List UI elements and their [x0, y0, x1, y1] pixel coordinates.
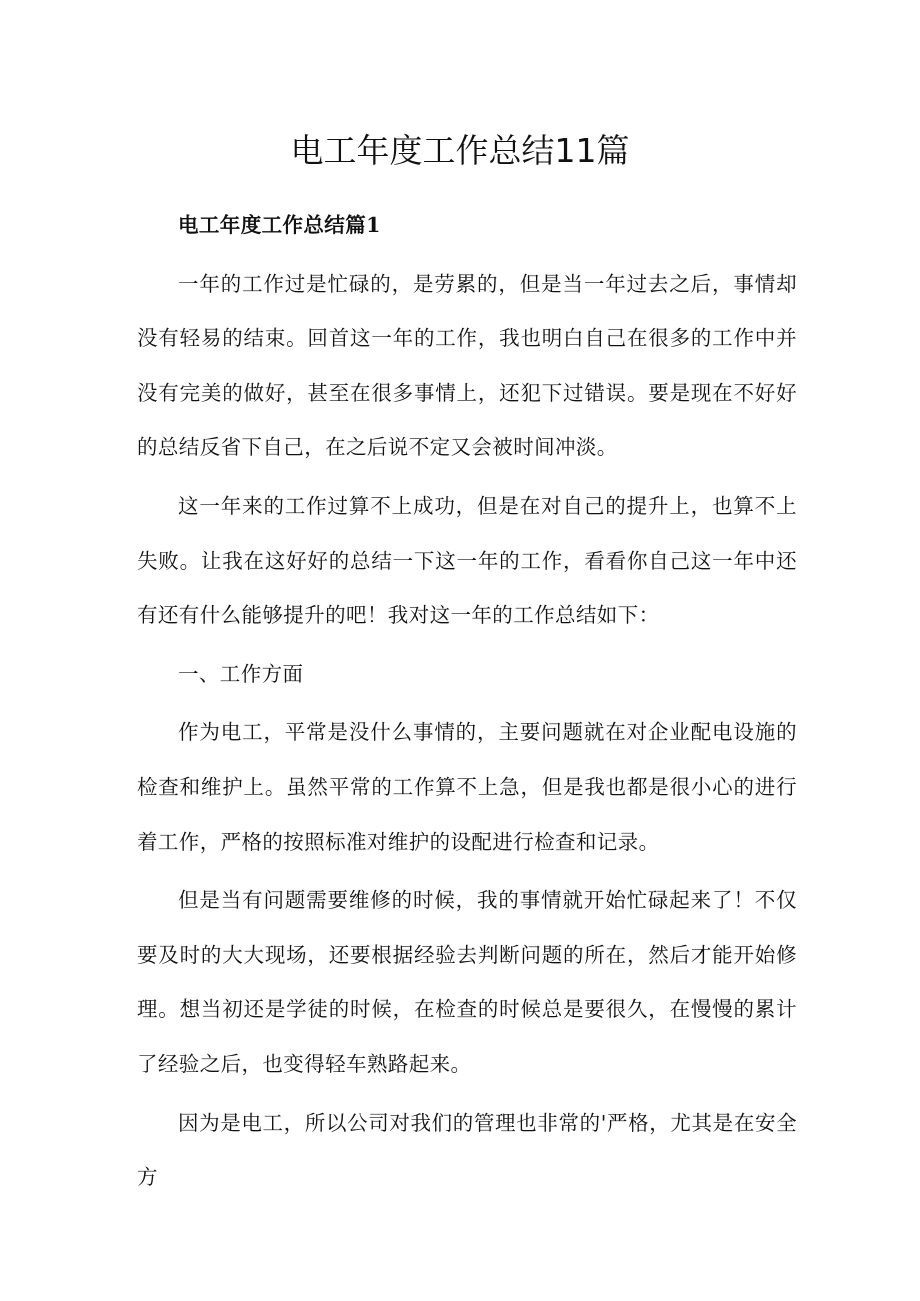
document-body: [137, 198, 797, 1209]
paragraph-2: 这一年来的工作过算不上成功，但是在对自己的提升上，也算不上失败。让我在这好好的总结一下这一年的工作，看看你自己这一年中还有还有什么能够提升的吧！我对这一年的工作总结如下：: [137, 493, 797, 628]
paragraph-1: 一年的工作过是忙碌的，是劳累的，但是当一年过去之后，事情却没有轻易的结束。回首这一年的工作，我也明白自己在很多的工作中并没有完美的做好，甚至在很多事情上，还犯下过错误。要是现在不好好的总结反省下自己，在之后说不定又会被时间冲淡。: [137, 271, 797, 460]
paragraph-5: 因为是电工，所以公司对我们的管理也非常的'严格，尤其是在安全方: [137, 1110, 797, 1190]
paragraph-heading-work: 一、工作方面: [178, 661, 304, 686]
paragraph-4: 但是当有问题需要维修的时候，我的事情就开始忙碌起来了！不仅要及时的大大现场，还要根据经验去判断问题的所在，然后才能开始修理。想当初还是学徒的时候，在检查的时候总是要很久，在慢慢的累计了经验之后，也变得轻车熟路起来。: [137, 888, 797, 1076]
paragraph-3: 作为电工，平常是没什么事情的，主要问题就在对企业配电设施的检查和维护上。虽然平常的工作算不上急，但是我也都是很小心的进行着工作，严格的按照标准对维护的设配进行检查和记录。: [137, 720, 797, 854]
section-heading: 电工年度工作总结篇1: [178, 213, 381, 237]
document-title: 电工年度工作总结11篇: [290, 131, 630, 170]
